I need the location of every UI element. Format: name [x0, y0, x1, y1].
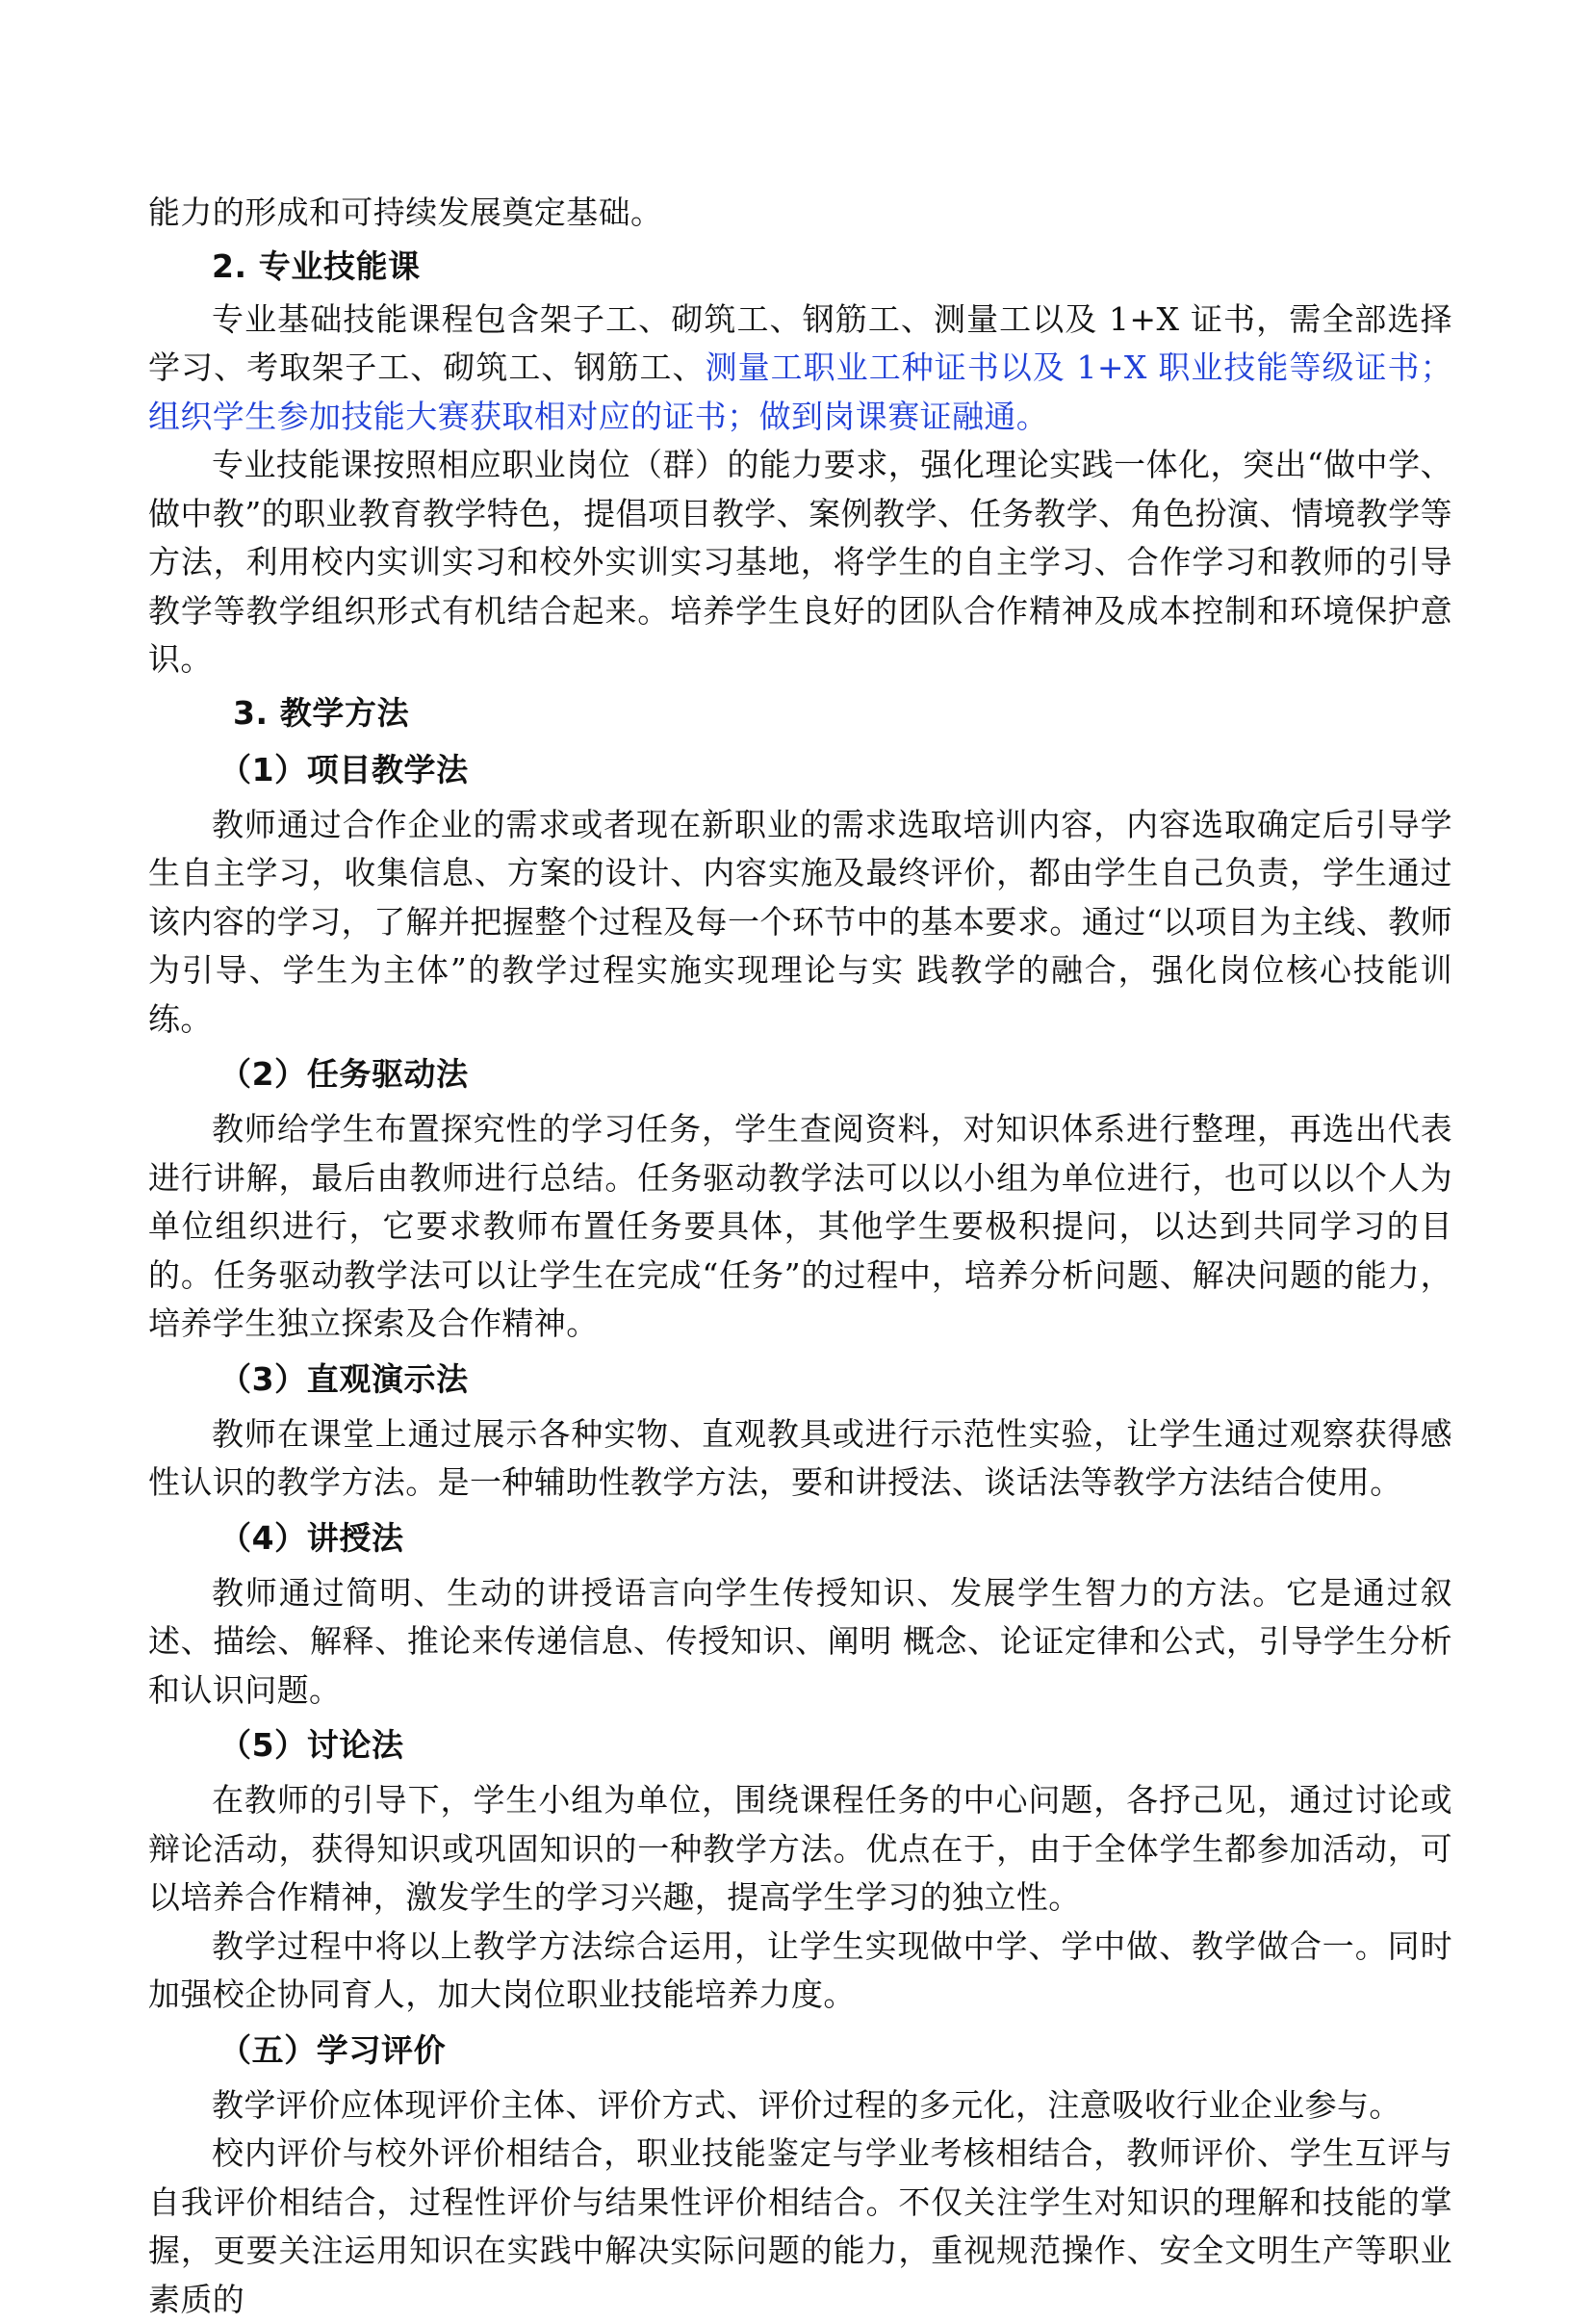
document-page — [148, 189, 1452, 2324]
method-3-heading: （3）直观演示法 — [219, 1359, 469, 1398]
method-5-heading: （5）讨论法 — [219, 1726, 404, 1764]
method-4-paragraph: 教师通过简明、生动的讲授语言向学生传授知识、发展学生智力的方法。它是通过叙述、描绘、解释、推论来传递信息、传授知识、阐明 概念、论证定律和公式，引导学生分析和认识问题。 — [148, 1573, 1452, 1709]
method-1-paragraph: 教师通过合作企业的需求或者现在新职业的需求选取培训内容，内容选取确定后引导学生自主学习，收集信息、方案的设计、内容实施及最终评价，都由学生自己负责，学生通过该内容的学习，了解并把握整个过程及每一个环节中的基本要求。通过“以项目为主线、教师为引导、学生为主体”的教学过程实施实现理论与实 践教学的融合，强化岗位核心技能训练。 — [148, 805, 1452, 1038]
section-2-paragraph-2: 专业技能课按照相应职业岗位（群）的能力要求，强化理论实践一体化，突出“做中学、做中教”的职业教育教学特色，提倡项目教学、案例教学、任务教学、角色扮演、情境教学等方法，利用校内实训实习和校外实训实习基地，将学生的自主学习、合作学习和教师的引导教学等教学组织形式有机结合起来。培养学生良好的团队合作精神及成本控制和环境保护意识。 — [148, 446, 1452, 678]
method-4-heading: （4）讲授法 — [219, 1518, 404, 1557]
method-2-heading: （2）任务驱动法 — [219, 1055, 469, 1093]
method-3-paragraph: 教师在课堂上通过展示各种实物、直观教具或进行示范性实验，让学生通过观察获得感性认识的教学方法。是一种辅助性教学方法，要和讲授法、谈话法等教学方法结合使用。 — [148, 1414, 1452, 1501]
section-2-paragraph-1-text: 专业基础技能课程包含架子工、砌筑工、钢筋工、测量工以及 1+X 证书，需全部选择学习、考取架子工、砌筑工、钢筋工、 — [148, 299, 1452, 386]
section-5-heading: （五）学习评价 — [219, 2030, 447, 2069]
section-5-paragraph-1: 教学评价应体现评价主体、评价方式、评价过程的多元化，注意吸收行业企业参与。 — [212, 2085, 1401, 2124]
methods-summary-paragraph: 教学过程中将以上教学方法综合运用，让学生实现做中学、学中做、教学做合一。同时加强校企协同育人，加大岗位职业技能培养力度。 — [148, 1926, 1452, 2013]
section-3-heading: 3. 教学方法 — [233, 693, 410, 732]
section-5-paragraph-2: 校内评价与校外评价相结合，职业技能鉴定与学业考核相结合，教师评价、学生互评与自我评价相结合，过程性评价与结果性评价相结合。不仅关注学生对知识的理解和技能的掌握，更要关注运用知识在实践中解决实际问题的能力，重视规范操作、安全文明生产等职业素质的 — [148, 2134, 1452, 2318]
section-2-heading: 2. 专业技能课 — [212, 246, 421, 285]
intro-tail-paragraph: 能力的形成和可持续发展奠定基础。 — [148, 194, 663, 231]
method-1-heading: （1）项目教学法 — [219, 750, 469, 788]
section-2-paragraph-1-highlight: 测量工职业工种证书以及 1+X 职业技能等级证书；组织学生参加技能大赛获取相对应的证书；做到岗课赛证融通。 — [148, 349, 1452, 435]
method-5-paragraph: 在教师的引导下，学生小组为单位，围绕课程任务的中心问题，各抒己见，通过讨论或辩论活动，获得知识或巩固知识的一种教学方法。优点在于，由于全体学生都参加活动，可以培养合作精神，激发学生的学习兴趣，提高学生学习的独立性。 — [148, 1781, 1452, 1916]
section-2-paragraph-1 — [148, 296, 1452, 442]
method-2-paragraph: 教师给学生布置探究性的学习任务，学生查阅资料，对知识体系进行整理，再选出代表进行讲解，最后由教师进行总结。任务驱动教学法可以以小组为单位进行，也可以以个人为单位组织进行，它要求教师布置任务要具体，其他学生要极积提问，以达到共同学习的目的。任务驱动教学法可以让学生在完成“任务”的过程中，培养分析问题、解决问题的能力，培养学生独立探索及合作精神。 — [148, 1110, 1452, 1342]
